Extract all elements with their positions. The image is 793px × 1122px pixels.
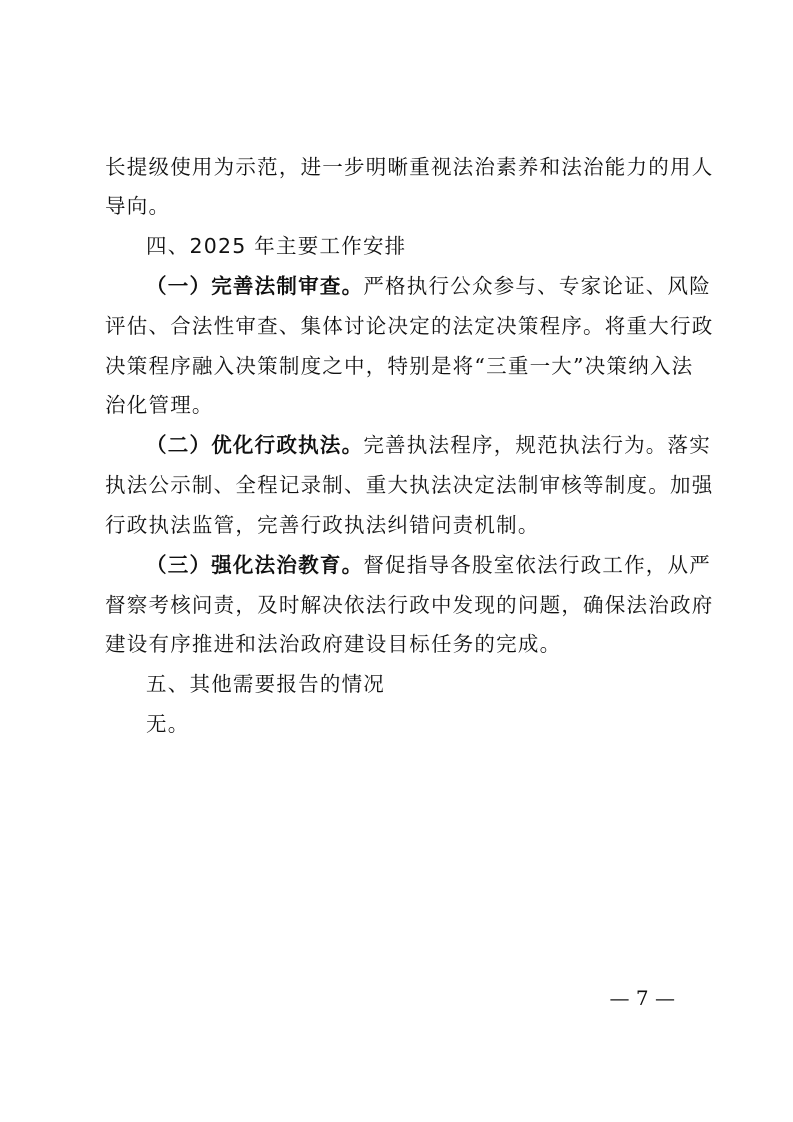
item-2-label: （二）优化行政执法。 xyxy=(146,433,364,457)
item-1-label: （一）完善法制审查。 xyxy=(146,274,364,298)
page-number: — 7 — xyxy=(609,986,675,1010)
section-heading-4: 四、2025 年主要工作安排 xyxy=(146,234,407,258)
paragraph-line: 评估、合法性审查、集体讨论决定的法定决策程序。将重大行政 xyxy=(105,314,714,338)
paragraph-line: 无。 xyxy=(146,712,190,736)
item-3-first-line xyxy=(146,555,711,576)
paragraph-line: 导向。 xyxy=(105,194,171,218)
item-3-label: （三）强化法治教育。 xyxy=(146,553,364,577)
paragraph-line: 督察考核问责，及时解决依法行政中发现的问题，确保法治政府 xyxy=(105,593,714,617)
paragraph-line: 执法公示制、全程记录制、重大执法决定法制审核等制度。加强 xyxy=(105,473,714,497)
paragraph-line: 长提级使用为示范，进一步明晰重视法治素养和法治能力的用人 xyxy=(105,155,714,179)
paragraph-line: 决策程序融入决策制度之中，特别是将“三重一大”决策纳入法 xyxy=(105,354,694,378)
item-1-first-line xyxy=(146,276,711,297)
paragraph-line: 建设有序推进和法治政府建设目标任务的完成。 xyxy=(105,632,562,656)
item-2-text: 完善执法程序，规范执法行为。落实 xyxy=(363,433,711,457)
section-heading-5: 五、其他需要报告的情况 xyxy=(146,672,386,696)
item-2-first-line xyxy=(146,435,711,456)
paragraph-line: 行政执法监管，完善行政执法纠错问责机制。 xyxy=(105,513,540,537)
paragraph-line: 治化管理。 xyxy=(105,393,214,417)
item-3-text: 督促指导各股室依法行政工作，从严 xyxy=(363,553,711,577)
item-1-text: 严格执行公众参与、专家论证、风险 xyxy=(363,274,711,298)
